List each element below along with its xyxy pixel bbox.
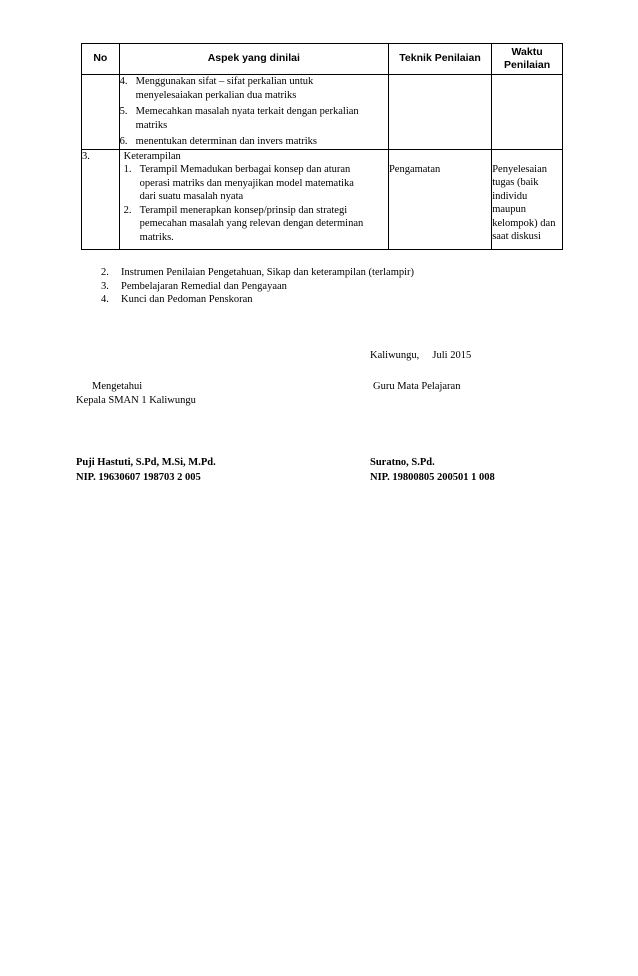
cell-aspek <box>119 149 388 249</box>
list-item <box>120 105 388 132</box>
cell-teknik <box>388 149 491 249</box>
cell-teknik-empty <box>388 75 491 150</box>
item-text: operasi matriks dan menyajikan model matematika <box>139 177 354 189</box>
waktu-line: saat diskusi <box>492 231 541 242</box>
cell-aspek-continuation <box>119 75 388 150</box>
item-number: 1. <box>123 164 132 175</box>
left-role: Kepala SMAN 1 Kaliwungu <box>76 395 196 406</box>
table-row <box>82 149 563 249</box>
list-item <box>101 266 414 280</box>
table-header-row <box>82 44 563 75</box>
item-text: dari suatu masalah nyata <box>139 191 244 202</box>
header-no: No <box>82 44 120 75</box>
waktu-line: tugas (baik <box>492 177 539 188</box>
list-item <box>120 204 388 245</box>
cell-waktu-empty <box>492 75 563 150</box>
list-item <box>120 75 388 102</box>
right-role: Guru Mata Pelajaran <box>373 381 461 392</box>
cell-waktu <box>492 149 563 249</box>
waktu-line: Penyelesaian <box>492 163 547 175</box>
header-teknik: Teknik Penilaian <box>388 44 491 75</box>
table-row <box>82 75 563 150</box>
item-text: Memecahkan masalah nyata terkait dengan perkalian <box>135 106 359 117</box>
item-number: 4. <box>119 76 128 87</box>
item-text: Terampil menerapkan konsep/prinsip dan strategi <box>139 204 348 216</box>
item-text: matriks. <box>139 231 174 243</box>
waktu-line: maupun <box>492 204 527 215</box>
left-label: Mengetahui <box>92 381 143 392</box>
cell-no-empty <box>82 75 120 150</box>
aspek-title: Keterampilan <box>123 150 181 162</box>
list-item <box>120 163 388 204</box>
header-aspek: Aspek yang dinilai <box>119 44 388 75</box>
item-text: Terampil Memadukan berbagai konsep dan aturan <box>139 164 351 175</box>
item-text: Menggunakan sifat – sifat perkalian untuk <box>135 76 314 87</box>
right-signer-name: Suratno, S.Pd. <box>370 457 435 468</box>
item-text: menyelesaiakan perkalian dua matriks <box>135 89 297 101</box>
header-waktu-line2: Penilaian <box>504 59 551 71</box>
item-number: 2. <box>123 204 132 216</box>
cell-no: 3. <box>82 149 120 249</box>
item-text: matriks <box>135 119 168 131</box>
waktu-line: individu <box>492 190 528 202</box>
left-signer-name: Puji Hastuti, S.Pd, M.Si, M.Pd. <box>76 457 216 468</box>
item-number: 6. <box>119 136 128 147</box>
list-number: 4. <box>101 294 109 305</box>
header-waktu <box>492 44 563 75</box>
list-item <box>101 280 414 294</box>
item-text: menentukan determinan dan invers matriks <box>135 136 318 147</box>
place-date: Kaliwungu, Juli 2015 <box>370 350 472 361</box>
waktu-line: kelompok) dan <box>492 217 556 229</box>
list-text: Kunci dan Pedoman Penskoran <box>121 294 253 305</box>
right-signer-nip: NIP. 19800805 200501 1 008 <box>370 472 495 483</box>
item-text: pemecahan masalah yang relevan dengan determinan <box>139 218 364 229</box>
list-item <box>120 135 388 149</box>
list-text: Pembelajaran Remedial dan Pengayaan <box>121 280 287 292</box>
item-number: 5. <box>119 106 128 117</box>
list-text: Instrumen Penilaian Pengetahuan, Sikap dan keterampilan (terlampir) <box>121 267 415 278</box>
left-signer-nip: NIP. 19630607 198703 2 005 <box>76 472 201 483</box>
list-number: 2. <box>101 267 109 278</box>
list-number: 3. <box>101 280 109 292</box>
numbered-list <box>101 266 414 307</box>
header-waktu-line1: Waktu <box>511 45 543 58</box>
list-item <box>101 293 414 307</box>
teknik-text: Pengamatan <box>388 163 441 175</box>
assessment-table <box>81 43 563 250</box>
